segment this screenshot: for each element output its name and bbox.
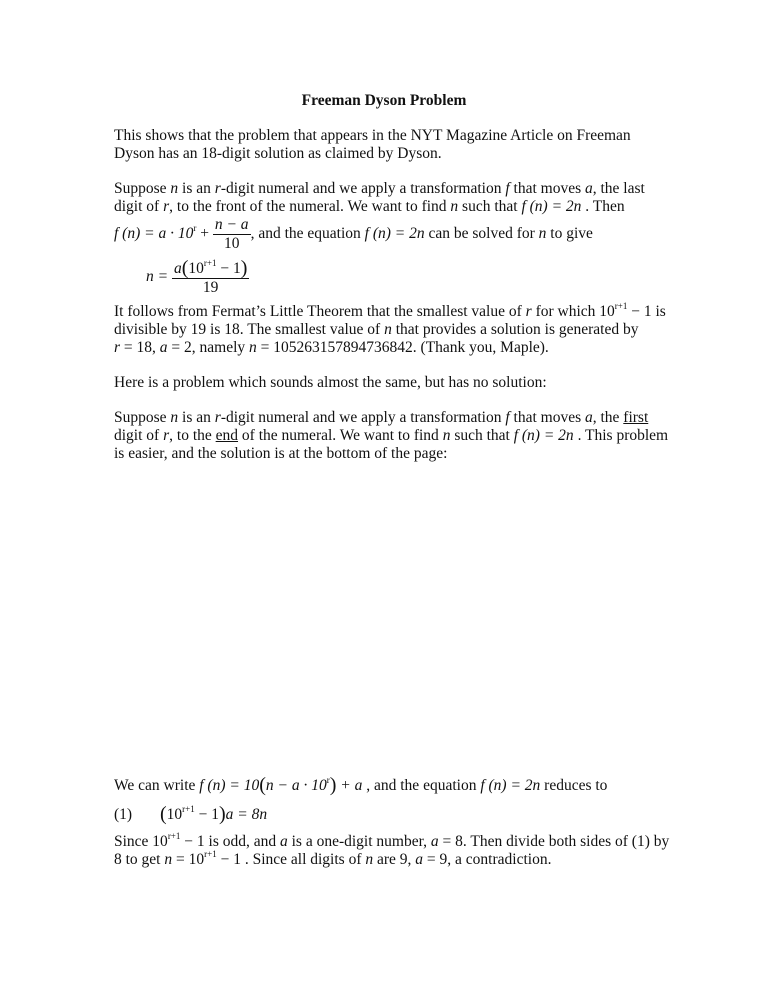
- fraction-n-minus-a-over-10: $\frac{n - a}{10}$: [214, 216, 249, 252]
- p3-line: Here is a problem which sounds almost the same, but has no solution:: [114, 374, 547, 391]
- solution-line-3: Since $10^{r+1} - 1$ is odd, and a is a one-digit number, a = 8. Then divide both sides of (1) by: [114, 830, 670, 850]
- intro-line-2: Dyson has an 18-digit solution as claimed by Dyson.: [114, 145, 442, 162]
- p2-line-3: r = 18, a = 2, namely n = 105263157894736842. (Thank you, Maple).: [114, 339, 549, 356]
- equation-1: (1) $(10^{r+1} - 1)a = 8n$: [114, 803, 268, 825]
- p4-line-1: Suppose n is an r-digit numeral and we apply a transformation f that moves a, the first: [114, 409, 649, 426]
- fraction-n-formula: $\frac{a(10^{r+1} - 1)}{19}$: [173, 257, 248, 296]
- intro-line-1: This shows that the problem that appears in the NYT Magazine Article on Freeman: [114, 127, 631, 144]
- solution-line-1: We can write f $(n) = 10(n - a \cdot 10^r) + a$ , and the equation f (n) = 2n reduces to: [114, 774, 608, 796]
- p4-line-3: is easier, and the solution is at the bottom of the page:: [114, 445, 448, 462]
- solution-line-4: 8 to get $n = 10^{r+1} - 1$ . Since all digits of n are 9, a = 9, a contradiction.: [114, 848, 552, 868]
- p4-line-2: digit of r, to the end of the numeral. We want to find n such that f (n) = 2n . This problem: [114, 427, 669, 444]
- p1-line-1: Suppose n is an r-digit numeral and we apply a transformation f that moves a, the last: [114, 180, 645, 197]
- equation-n-solution: n = $\frac{a(10^{r+1} - 1)}{19}$: [146, 257, 248, 296]
- p2-line-2: divisible by 19 is 18. The smallest value of n that provides a solution is generated by: [114, 321, 639, 338]
- document-title: Freeman Dyson Problem: [301, 92, 467, 109]
- p1-line-2: digit of r, to the front of the numeral. We want to find n such that f (n) = 2n . Then: [114, 198, 625, 215]
- equation-f-of-n: f $(n) = a \cdot 10^r$ + $\frac{n - a}{10}$ , and the equation f (n) = 2n can be solved for n to give: [114, 216, 593, 252]
- p2-line-1: It follows from Fermat’s Little Theorem that the smallest value of r for which $10^{r+1} - 1$ is: [114, 300, 666, 320]
